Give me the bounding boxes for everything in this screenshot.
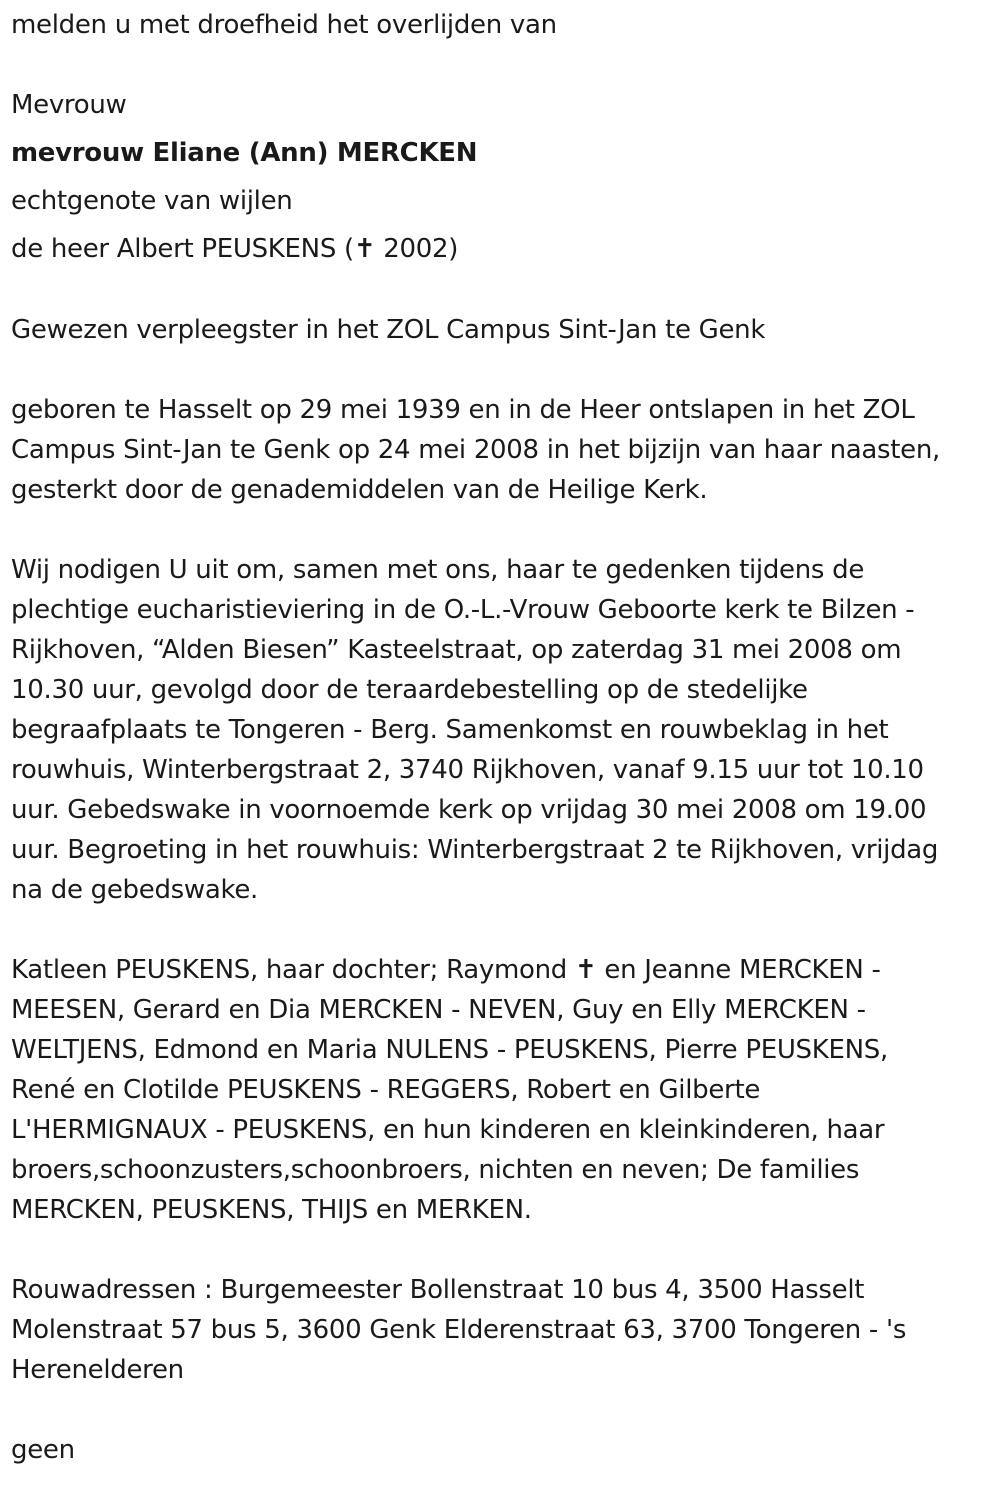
paragraph-line: L'HERMIGNAUX - PEUSKENS, en hun kinderen en kleinkinderen, haar [11, 1115, 885, 1145]
paragraph-line: geboren te Hasselt op 29 mei 1939 en in de Heer ontslapen in het ZOL [11, 395, 915, 425]
honorific-title: Mevrouw [11, 90, 127, 120]
paragraph-line: Katleen PEUSKENS, haar dochter; Raymond ✝ en Jeanne MERCKEN - [11, 955, 881, 985]
paragraph-line: Molenstraat 57 bus 5, 3600 Genk Elderenstraat 63, 3700 Tongeren - 's [11, 1315, 907, 1345]
deceased-name: mevrouw Eliane (Ann) MERCKEN [11, 138, 478, 168]
occupation-paragraph [11, 310, 765, 350]
paragraph-line: MERCKEN, PEUSKENS, THIJS en MERKEN. [11, 1195, 532, 1225]
paragraph-line: plechtige eucharistieviering in de O.-L.-Vrouw Geboorte kerk te Bilzen - [11, 595, 915, 625]
address-paragraph [11, 1270, 906, 1390]
paragraph-line: WELTJENS, Edmond en Maria NULENS - PEUSKENS, Pierre PEUSKENS, [11, 1035, 888, 1065]
closing-paragraph [11, 1430, 75, 1470]
intro-text: melden u met droefheid het overlijden van [11, 10, 557, 40]
paragraph-line: Rijkhoven, “Alden Biesen” Kasteelstraat, op zaterdag 31 mei 2008 om [11, 635, 902, 665]
paragraph-line: uur. Begroeting in het rouwhuis: Winterbergstraat 2 te Rijkhoven, vrijdag [11, 835, 939, 865]
paragraph-line: broers,schoonzusters,schoonbroers, nichten en neven; De families [11, 1155, 860, 1185]
paragraph-line: René en Clotilde PEUSKENS - REGGERS, Robert en Gilberte [11, 1075, 761, 1105]
paragraph-line: uur. Gebedswake in voornoemde kerk op vrijdag 30 mei 2008 om 19.00 [11, 795, 927, 825]
paragraph-line: gesterkt door de genademiddelen van de Heilige Kerk. [11, 475, 708, 505]
family-paragraph [11, 950, 888, 1230]
paragraph-line: Herenelderen [11, 1355, 184, 1385]
paragraph-line: 10.30 uur, gevolgd door de teraardebestelling op de stedelijke [11, 675, 808, 705]
paragraph-line: na de gebedswake. [11, 875, 258, 905]
paragraph-line: geen [11, 1435, 75, 1465]
spouse-name: de heer Albert PEUSKENS (✝ 2002) [11, 234, 459, 264]
paragraph-line: Wij nodigen U uit om, samen met ons, haar te gedenken tijdens de [11, 555, 865, 585]
invitation-paragraph [11, 550, 938, 910]
paragraph-line: Gewezen verpleegster in het ZOL Campus Sint-Jan te Genk [11, 315, 766, 345]
spouse-relation: echtgenote van wijlen [11, 186, 293, 216]
paragraph-line: begraafplaats te Tongeren - Berg. Samenkomst en rouwbeklag in het [11, 715, 889, 745]
paragraph-line: rouwhuis, Winterbergstraat 2, 3740 Rijkhoven, vanaf 9.15 uur tot 10.10 [11, 755, 924, 785]
paragraph-line: MEESEN, Gerard en Dia MERCKEN - NEVEN, Guy en Elly MERCKEN - [11, 995, 866, 1025]
paragraph-line: Rouwadressen : Burgemeester Bollenstraat 10 bus 4, 3500 Hasselt [11, 1275, 865, 1305]
paragraph-line: Campus Sint-Jan te Genk op 24 mei 2008 in het bijzijn van haar naasten, [11, 435, 941, 465]
birth-death-paragraph [11, 390, 940, 510]
